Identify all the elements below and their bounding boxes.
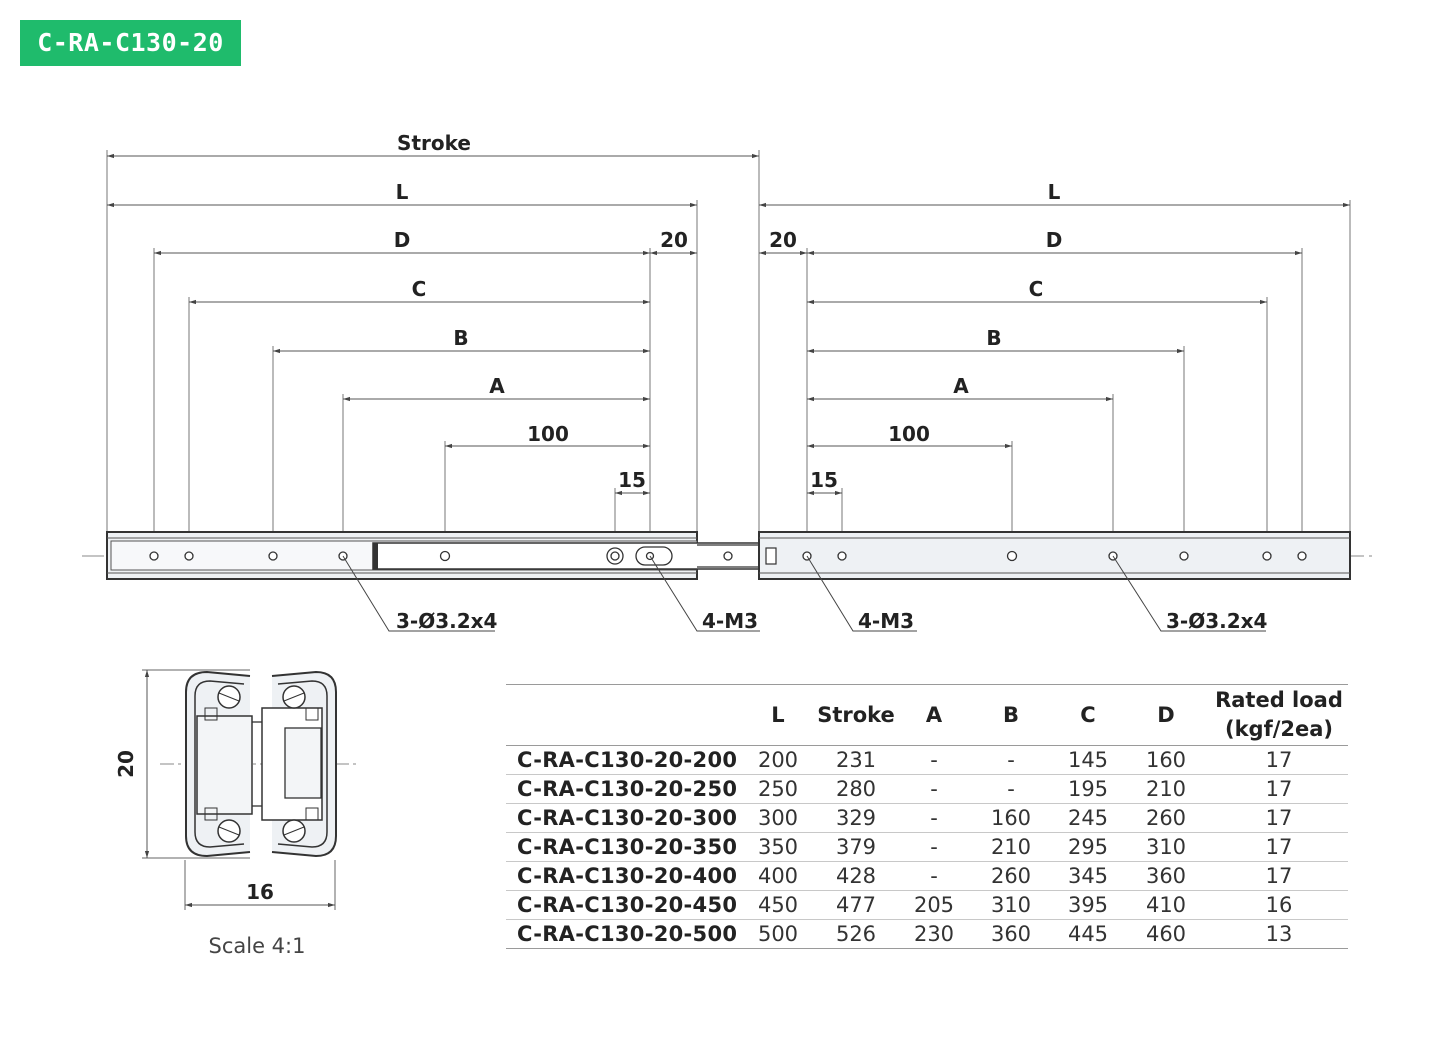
header-a: A (900, 685, 968, 746)
cell-l: 350 (744, 833, 812, 862)
cell-l: 250 (744, 775, 812, 804)
header-l: L (744, 685, 812, 746)
header-rated-load-line2: (kgf/2ea) (1224, 717, 1334, 741)
cell-load: 16 (1210, 891, 1348, 920)
cell-a: 230 (900, 920, 968, 949)
cell-model: C-RA-C130-20-200 (506, 746, 744, 775)
cell-d: 460 (1122, 920, 1210, 949)
left-dim-c: C (411, 277, 427, 301)
header-b: B (968, 685, 1054, 746)
left-dim-b: B (453, 326, 469, 350)
cell-a: - (900, 746, 968, 775)
cell-stroke: 231 (812, 746, 900, 775)
left-rail (107, 532, 759, 579)
cell-stroke: 329 (812, 804, 900, 833)
cell-d: 410 (1122, 891, 1210, 920)
cell-load: 17 (1210, 833, 1348, 862)
cell-model: C-RA-C130-20-400 (506, 862, 744, 891)
extension-lines (107, 150, 1350, 548)
cell-stroke: 379 (812, 833, 900, 862)
right-dim-b: B (986, 326, 1002, 350)
cell-a: - (900, 862, 968, 891)
left-dim-d: D (393, 228, 411, 252)
cell-stroke: 477 (812, 891, 900, 920)
left-screw-callout: 4-M3 (702, 609, 759, 633)
cell-stroke: 428 (812, 862, 900, 891)
cell-b: 310 (968, 891, 1054, 920)
cell-b: 210 (968, 833, 1054, 862)
cell-d: 310 (1122, 833, 1210, 862)
right-dim-l: L (1047, 180, 1061, 204)
cell-stroke: 526 (812, 920, 900, 949)
table-row (506, 746, 1348, 775)
right-dim-a: A (953, 374, 969, 398)
cell-model: C-RA-C130-20-250 (506, 775, 744, 804)
left-holes-callout: 3-Ø3.2x4 (396, 609, 498, 633)
header-rated-load (1210, 685, 1348, 746)
scale-label: Scale 4:1 (208, 934, 306, 958)
left-dim-l: L (395, 180, 409, 204)
header-model (506, 685, 744, 746)
header-stroke: Stroke (812, 685, 900, 746)
cell-b: - (968, 746, 1054, 775)
dimension-lines (107, 156, 1350, 493)
cell-b: 160 (968, 804, 1054, 833)
stroke-label: Stroke (397, 131, 471, 155)
left-dim-100: 100 (527, 422, 569, 446)
right-rail (759, 532, 1350, 579)
cell-model: C-RA-C130-20-300 (506, 804, 744, 833)
header-d: D (1122, 685, 1210, 746)
left-dim-a: A (489, 374, 505, 398)
cell-model: C-RA-C130-20-450 (506, 891, 744, 920)
header-rated-load-line1: Rated load (1215, 688, 1343, 712)
cell-c: 295 (1054, 833, 1122, 862)
cell-stroke: 280 (812, 775, 900, 804)
spec-table-body (506, 746, 1348, 949)
cell-load: 17 (1210, 862, 1348, 891)
right-dim-100: 100 (888, 422, 930, 446)
title-badge: C-RA-C130-20 (20, 20, 241, 66)
table-row (506, 775, 1348, 804)
cell-a: - (900, 775, 968, 804)
table-row (506, 804, 1348, 833)
left-dim-20: 20 (660, 228, 688, 252)
cell-d: 360 (1122, 862, 1210, 891)
table-row (506, 920, 1348, 949)
cell-l: 450 (744, 891, 812, 920)
right-holes-callout: 3-Ø3.2x4 (1166, 609, 1268, 633)
cell-l: 500 (744, 920, 812, 949)
cell-d: 160 (1122, 746, 1210, 775)
section-height-label: 20 (114, 750, 138, 778)
table-row (506, 862, 1348, 891)
cell-load: 17 (1210, 804, 1348, 833)
cell-a: - (900, 833, 968, 862)
cell-c: 195 (1054, 775, 1122, 804)
table-row (506, 891, 1348, 920)
cell-c: 395 (1054, 891, 1122, 920)
cell-model: C-RA-C130-20-350 (506, 833, 744, 862)
cross-section (114, 670, 360, 910)
right-dim-15: 15 (810, 468, 838, 492)
spec-table (506, 684, 1348, 949)
left-dim-15: 15 (618, 468, 646, 492)
cell-load: 17 (1210, 775, 1348, 804)
header-c: C (1054, 685, 1122, 746)
section-width-label: 16 (246, 880, 274, 904)
cell-model: C-RA-C130-20-500 (506, 920, 744, 949)
right-dim-20: 20 (769, 228, 797, 252)
right-dim-d: D (1045, 228, 1063, 252)
cell-l: 300 (744, 804, 812, 833)
cell-c: 445 (1054, 920, 1122, 949)
table-row (506, 833, 1348, 862)
cell-load: 17 (1210, 746, 1348, 775)
cell-b: - (968, 775, 1054, 804)
cell-l: 400 (744, 862, 812, 891)
cell-b: 260 (968, 862, 1054, 891)
cell-c: 345 (1054, 862, 1122, 891)
cell-c: 245 (1054, 804, 1122, 833)
cell-a: - (900, 804, 968, 833)
right-screw-callout: 4-M3 (858, 609, 915, 633)
cell-load: 13 (1210, 920, 1348, 949)
cell-d: 260 (1122, 804, 1210, 833)
cell-c: 145 (1054, 746, 1122, 775)
cell-a: 205 (900, 891, 968, 920)
cell-l: 200 (744, 746, 812, 775)
right-dim-c: C (1028, 277, 1044, 301)
cell-d: 210 (1122, 775, 1210, 804)
spec-table-header (506, 685, 1348, 746)
cell-b: 360 (968, 920, 1054, 949)
